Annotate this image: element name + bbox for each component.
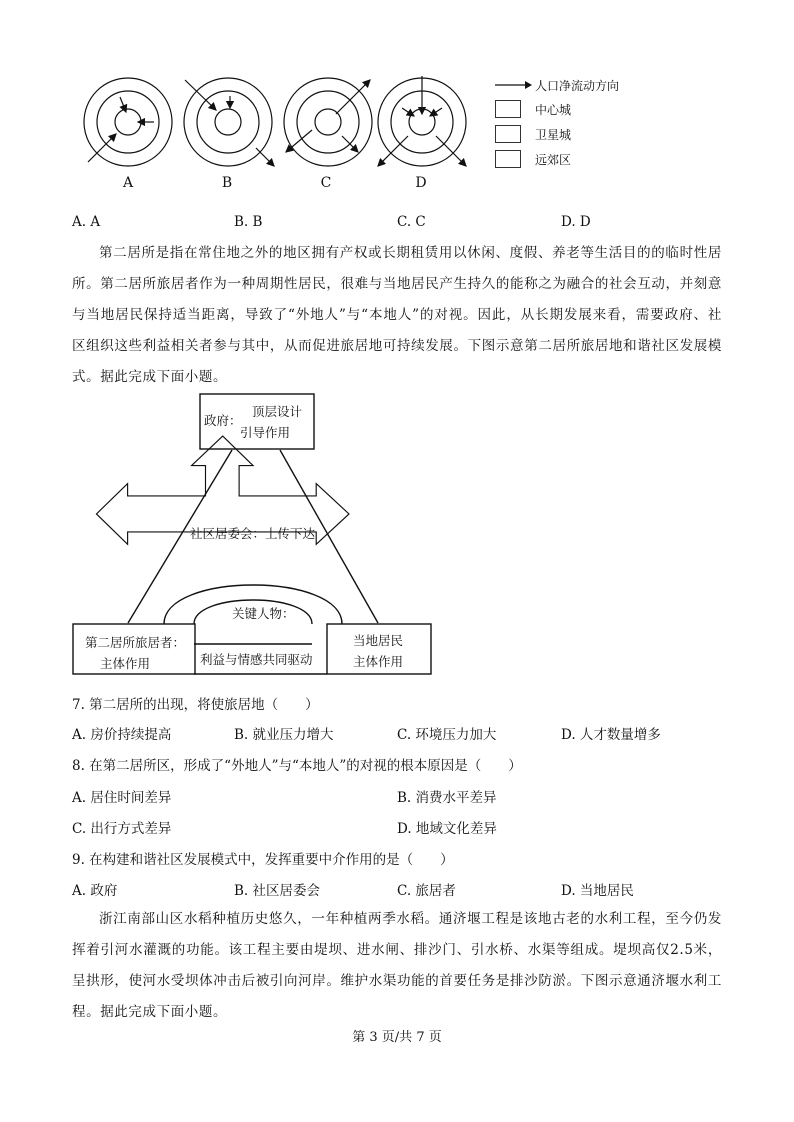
government-line2: 引导作用	[240, 425, 291, 440]
legend-arrow-row	[495, 76, 619, 94]
q6-option-a: A. A	[72, 214, 101, 230]
question-9-option-b: B. 社区居委会	[234, 883, 321, 899]
legend-arrow-label: 人口净流动方向	[535, 78, 620, 93]
question-8-option-d: D. 地域文化差异	[397, 821, 497, 837]
question-8-option-a: A. 居住时间差异	[72, 790, 172, 806]
ring-diagram-b	[184, 78, 274, 166]
question-7-option-c: C. 环境压力加大	[397, 727, 497, 743]
government-line1: 顶层设计	[252, 404, 303, 419]
question-8-option-b: B. 消费水平差异	[397, 790, 497, 806]
q6-option-b: B. B	[234, 214, 263, 230]
page-footer: 第 3 页/共 7 页	[352, 1030, 442, 1045]
question-8-stem: 8. 在第二居所区，形成了“外地人”与“本地人”的对视的根本原因是（ ）	[72, 758, 522, 774]
committee-label: 社区居委会：上传下达	[190, 526, 316, 541]
local-line1: 当地居民	[353, 633, 404, 648]
ring-label-b: B	[221, 175, 233, 191]
passage-second-home	[72, 238, 722, 393]
q6-option-c: C. C	[397, 214, 426, 230]
ring-label-c: C	[320, 175, 332, 191]
legend-item	[495, 125, 619, 143]
sojourner-line2: 主体作用	[100, 656, 151, 671]
question-9-option-d: D. 当地居民	[561, 883, 634, 899]
question-7-stem: 7. 第二居所的出现，将使旅居地（ ）	[72, 697, 319, 713]
ring-label-a: A	[122, 175, 134, 191]
question-8-option-c: C. 出行方式差异	[72, 821, 172, 837]
q6-option-d: D. D	[561, 214, 591, 230]
legend-swatch-outer-suburb	[495, 150, 521, 168]
ring-diagrams-svg	[76, 74, 496, 174]
legend-item	[495, 150, 619, 168]
legend-label: 中心城	[535, 102, 572, 117]
question-9-option-c: C. 旅居者	[397, 883, 456, 899]
passage-paragraph: 浙江南部山区水稻种植历史悠久，一年种植两季水稻。通济堰工程是该地古老的水利工程，至今仍发挥着引河水灌溉的功能。该工程主要由堤坝、进水闸、排沙门、引水桥、水渠等组成。堤坝高仅2.5米，呈拱形，使河水受坝体冲击后被引向河岸。维护水渠功能的首要任务是排沙防淤。下图示意通济堰水利工程。据此完成下面小题。	[72, 911, 722, 1020]
arrow-icon	[495, 80, 533, 90]
passage-paragraph: 第二居所是指在常住地之外的地区拥有产权或长期租赁用以休闲、度假、养老等生活目的的临时性居所。第二居所旅居者作为一种周期性居民，很难与当地居民产生持久的能称之为融合的社会互动，并刻意与当地居民保持适当距离，导致了“外地人”与“本地人”的对视。因此，从长期发展来看，需要政府、社区组织这些利益相关者参与其中，从而促进旅居地可持续发展。下图示意第二居所旅居地和谐社区发展模式。据此完成下面小题。	[72, 245, 722, 385]
legend-swatch-satellite-city	[495, 125, 521, 143]
ring-diagram-a	[84, 78, 172, 166]
ring-label-d: D	[415, 175, 427, 191]
local-line2: 主体作用	[353, 654, 404, 669]
legend-item	[495, 100, 619, 118]
legend-label: 卫星城	[535, 127, 572, 142]
question-9-stem: 9. 在构建和谐社区发展模式中，发挥重要中介作用的是（ ）	[72, 852, 454, 868]
legend-swatch-center-city	[495, 100, 521, 118]
legend	[495, 76, 619, 168]
question-7-option-a: A. 房价持续提高	[72, 727, 172, 743]
ring-diagrams	[76, 74, 496, 174]
legend-label: 远郊区	[535, 152, 572, 167]
ring-diagram-c	[284, 78, 372, 166]
drive-label: 利益与情感共同驱动	[200, 652, 313, 667]
ring-diagram-d	[378, 76, 466, 166]
question-9-option-a: A. 政府	[72, 883, 118, 899]
key-people-label: 关键人物：	[232, 606, 295, 621]
government-prefix: 政府：	[204, 413, 242, 428]
passage-tongji-weir	[72, 904, 722, 1028]
question-7-option-d: D. 人才数量增多	[561, 727, 661, 743]
question-7-option-b: B. 就业压力增大	[234, 727, 334, 743]
sojourner-line1: 第二居所旅居者：	[85, 635, 186, 650]
